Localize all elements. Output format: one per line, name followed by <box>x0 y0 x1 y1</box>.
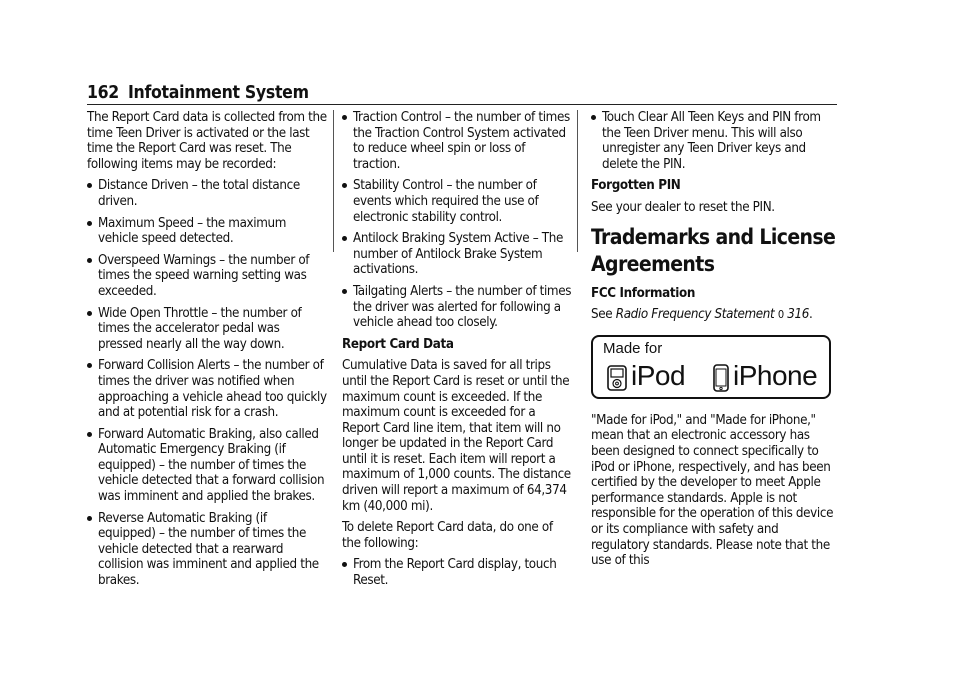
list-item: From the Report Card display, touch Reset. <box>342 557 574 588</box>
bullet-icon <box>87 183 92 188</box>
fcc-reference: See Radio Frequency Statement 0 316. <box>591 307 813 323</box>
column-2 <box>342 110 574 595</box>
list-item: Forward Automatic Braking, also called Automatic Emergency Braking (if equipped) – the number of times the vehicle detected that a forward collision was imminent and applied the brakes. <box>87 427 327 505</box>
column-divider-2 <box>577 110 578 252</box>
list-item: Touch Clear All Teen Keys and PIN from the Teen Driver menu. This will also unregister any Teen Driver keys and delete the PIN. <box>591 110 837 172</box>
delete-options-list <box>342 557 574 588</box>
list-item: Wide Open Throttle – the number of times the accelerator pedal was pressed nearly all the way down. <box>87 306 327 353</box>
list-item: Reverse Automatic Braking (if equipped) – the number of times the vehicle detected that a rearward collision was imminent and applied the brakes. <box>87 511 327 589</box>
bullet-icon <box>87 516 92 521</box>
bullet-icon <box>342 236 347 241</box>
made-for-apple-text: "Made for iPod," and "Made for iPhone," mean that an electronic accessory has been designed to connect specifically to iPod or iPhone, respectively, and has been certified by the developer to meet Apple performance standards. Apple is not responsible for the operation of this device or its compliance with safety and regulatory standards. Please note that the use of this <box>591 412 834 569</box>
badge-ipod-label: iPod <box>631 359 686 391</box>
recorded-items-list-continued <box>342 110 574 331</box>
fcc-information-heading: FCC Information <box>591 285 696 301</box>
made-for-ipod-iphone-badge <box>591 335 831 399</box>
forgotten-pin-heading: Forgotten PIN <box>591 178 681 194</box>
trademarks-heading: Trademarks and License Agreements <box>591 224 836 276</box>
list-item: Overspeed Warnings – the number of times the speed warning setting was exceeded. <box>87 253 327 300</box>
list-item: Distance Driven – the total distance driven. <box>87 178 327 209</box>
column-1 <box>87 110 327 595</box>
column-divider-1 <box>333 110 334 252</box>
bullet-icon <box>87 258 92 263</box>
report-card-data-text: Cumulative Data is saved for all trips until the Report Card is reset or until the maximum count is exceeded. If the maximum count is exceeded for a Report Card line item, that item will no longer be updated in the Report Card until it is reset. Each item will report a maximum of 1,000 counts. The distance driven will report a maximum of 64,374 km (40,000 mi). <box>342 358 571 514</box>
iphone-icon <box>713 364 729 392</box>
bullet-icon <box>87 221 92 226</box>
recorded-items-list <box>87 178 327 588</box>
ipod-icon <box>607 365 627 391</box>
bullet-icon <box>342 115 347 120</box>
delete-options-list-continued <box>591 110 837 172</box>
list-item: Antilock Braking System Active – The number of Antilock Brake System activations. <box>342 231 574 278</box>
page-number: 162 <box>87 83 119 103</box>
column-3 <box>591 110 837 575</box>
bullet-icon <box>87 311 92 316</box>
list-item: Tailgating Alerts – the number of times the driver was alerted for following a vehicle ahead too closely. <box>342 284 574 331</box>
list-item: Stability Control – the number of events which required the use of electronic stability control. <box>342 178 574 225</box>
section-title: Infotainment System <box>128 83 309 103</box>
list-item: Forward Collision Alerts – the number of times the driver was notified when approaching a vehicle ahead too quickly and at potential risk for a crash. <box>87 358 327 420</box>
bullet-icon <box>342 183 347 188</box>
list-item: Traction Control – the number of times the Traction Control System activated to reduce wheel spin or loss of traction. <box>342 110 574 172</box>
header-rule <box>87 104 837 105</box>
badge-iphone-label: iPhone <box>733 359 818 391</box>
bullet-icon <box>591 115 596 120</box>
fcc-reference-link[interactable]: Radio Frequency Statement <box>615 307 775 323</box>
fcc-reference-page[interactable]: 316 <box>787 307 809 323</box>
bullet-icon <box>87 432 92 437</box>
list-item: Maximum Speed – the maximum vehicle speed detected. <box>87 216 327 247</box>
page-header <box>87 83 837 105</box>
bullet-icon <box>342 562 347 567</box>
report-card-intro: The Report Card data is collected from the time Teen Driver is activated or the last time the Report Card was reset. The following items may be recorded: <box>87 110 327 172</box>
page-ref-icon: 0 <box>777 308 784 322</box>
forgotten-pin-text: See your dealer to reset the PIN. <box>591 199 775 215</box>
delete-report-card-intro: To delete Report Card data, do one of the following: <box>342 520 553 551</box>
bullet-icon <box>87 363 92 368</box>
report-card-data-heading: Report Card Data <box>342 336 454 352</box>
bullet-icon <box>342 289 347 294</box>
badge-made-for-label: Made for <box>603 339 663 357</box>
